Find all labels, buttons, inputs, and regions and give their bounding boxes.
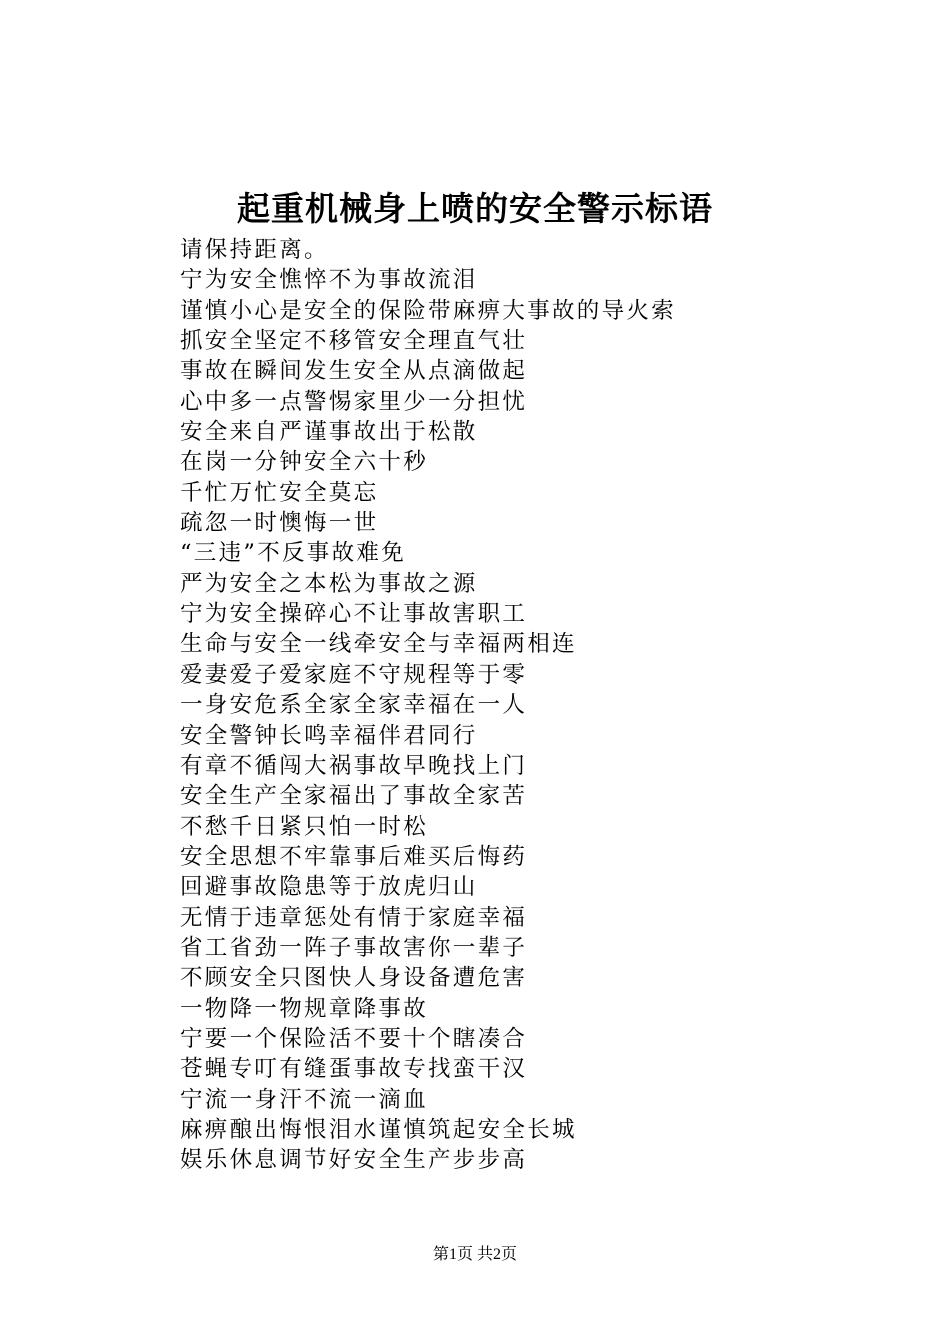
slogan-line: 麻痹酿出悔恨泪水谨慎筑起安全长城 bbox=[180, 1116, 577, 1143]
slogan-line: 安全警钟长鸣幸福伴君同行 bbox=[180, 722, 478, 749]
slogan-line: 回避事故隐患等于放虎归山 bbox=[180, 874, 478, 901]
slogan-line: 一身安危系全家全家幸福在一人 bbox=[180, 692, 528, 719]
slogan-line: 娱乐休息调节好安全生产步步高 bbox=[180, 1147, 528, 1174]
slogan-line: 安全来自严谨事故出于松散 bbox=[180, 419, 478, 446]
slogan-line: 严为安全之本松为事故之源 bbox=[180, 570, 478, 597]
slogan-line: 心中多一点警惕家里少一分担忧 bbox=[180, 388, 528, 415]
slogan-line: 宁为安全憔悴不为事故流泪 bbox=[180, 267, 478, 294]
slogan-line: 请保持距离。 bbox=[180, 237, 329, 263]
slogan-list bbox=[180, 235, 676, 1176]
slogan-line: 有章不循闯大祸事故早晚找上门 bbox=[180, 752, 528, 779]
slogan-line: 安全生产全家福出了事故全家苦 bbox=[180, 783, 528, 810]
slogan-line: 爱妻爱子爱家庭不守规程等于零 bbox=[180, 661, 528, 688]
slogan-line: 生命与安全一线牵安全与幸福两相连 bbox=[180, 631, 577, 658]
slogan-line: 省工省劲一阵子事故害你一辈子 bbox=[180, 934, 528, 961]
slogan-line: 谨慎小心是安全的保险带麻痹大事故的导火索 bbox=[180, 297, 677, 324]
slogan-line: 宁流一身汗不流一滴血 bbox=[180, 1086, 429, 1113]
slogan-line: 宁要一个保险活不要十个瞎凑合 bbox=[180, 1025, 528, 1052]
slogan-line: 疏忽一时懊悔一世 bbox=[180, 510, 379, 537]
slogan-line: 无情于违章惩处有情于家庭幸福 bbox=[180, 904, 528, 931]
slogan-line: 千忙万忙安全莫忘 bbox=[180, 479, 379, 506]
slogan-line: 宁为安全操碎心不让事故害职工 bbox=[180, 601, 528, 628]
slogan-line: 安全思想不牢靠事后难买后悔药 bbox=[180, 843, 528, 870]
slogan-line: 苍蝇专叮有缝蛋事故专找蛮干汉 bbox=[180, 1056, 528, 1083]
slogan-line: 一物降一物规章降事故 bbox=[180, 995, 429, 1022]
document-title: 起重机械身上喷的安全警示标语 bbox=[237, 189, 713, 228]
slogan-line: 不愁千日紧只怕一时松 bbox=[180, 813, 429, 840]
slogan-line: 在岗一分钟安全六十秒 bbox=[180, 449, 429, 476]
page-number-footer: 第1页 共2页 bbox=[432, 1246, 517, 1263]
slogan-line: “三违”不反事故难免 bbox=[180, 540, 407, 567]
slogan-line: 抓安全坚定不移管安全理直气壮 bbox=[180, 328, 528, 355]
slogan-line: 不顾安全只图快人身设备遭危害 bbox=[180, 965, 528, 992]
slogan-line: 事故在瞬间发生安全从点滴做起 bbox=[180, 358, 528, 385]
